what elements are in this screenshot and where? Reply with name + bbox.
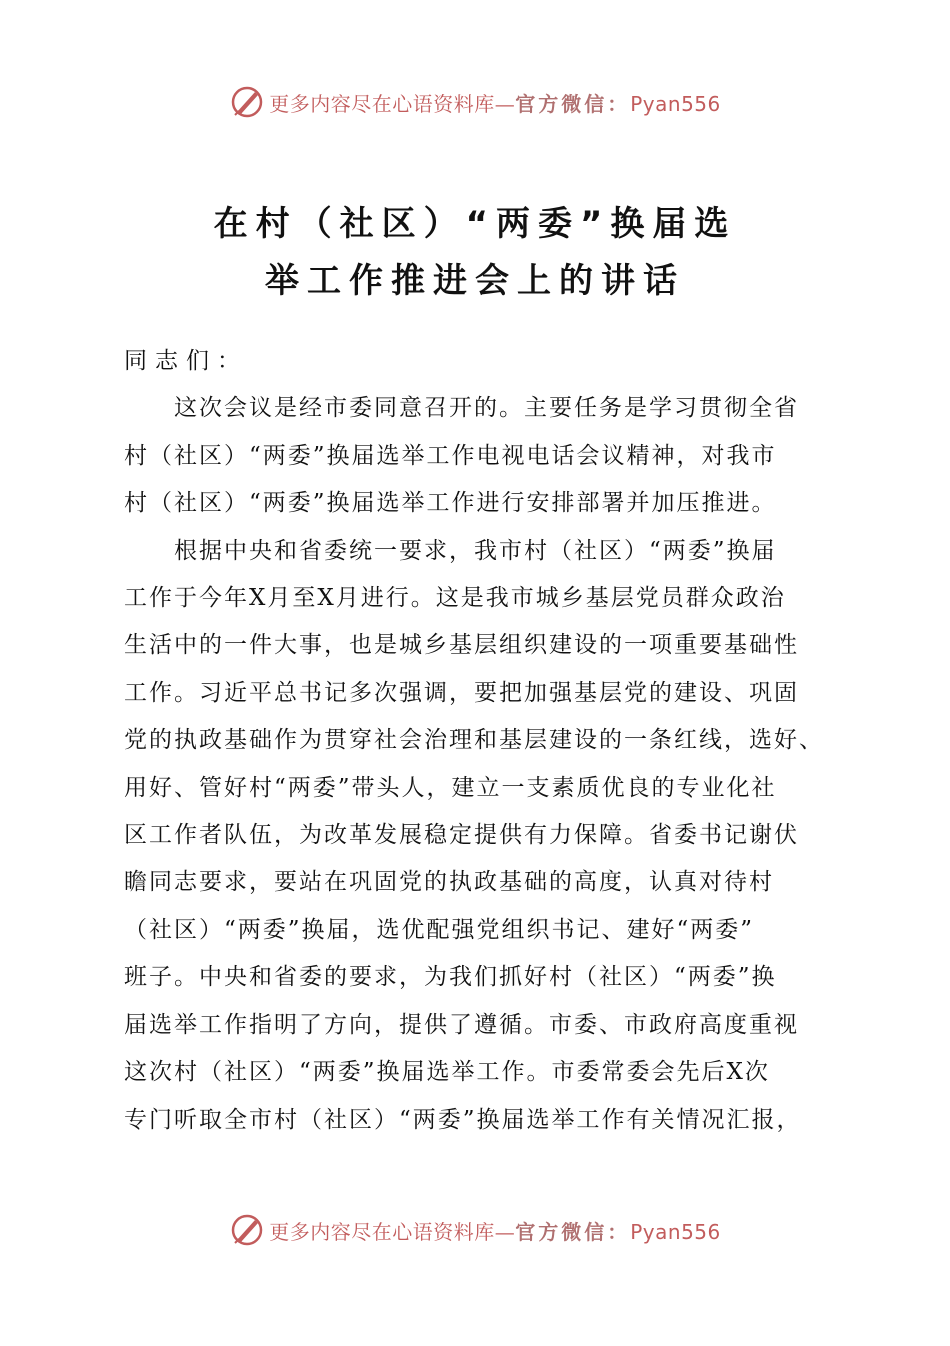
- paragraph-line: （社区）“两委”换届，选优配强党组织书记、建好“两委”: [124, 916, 755, 943]
- paragraph-2: [124, 528, 844, 1144]
- watermark-brand: 更多内容尽在心语资料库: [269, 1219, 495, 1244]
- title-line-2: 举工作推进会上的讲话: [265, 261, 685, 301]
- quill-pen-icon: [229, 84, 265, 120]
- paragraph-line: 班子。中央和省委的要求，为我们抓好村（社区）“两委”换: [124, 964, 777, 991]
- watermark-header: [0, 82, 950, 122]
- document-body: [124, 338, 844, 1144]
- watermark-brand: 更多内容尽在心语资料库: [269, 91, 495, 116]
- paragraph-line: 用好、管好村“两委”带头人，建立一支素质优良的专业化社: [124, 774, 777, 801]
- paragraph-line: 工作于今年X月至X月进行。这是我市城乡基层党员群众政治: [124, 585, 786, 612]
- watermark-footer: [0, 1210, 950, 1250]
- watermark-dash: —: [494, 1219, 516, 1244]
- paragraph-line: 这次会议是经市委同意召开的。主要任务是学习贯彻全省: [174, 395, 799, 422]
- paragraph-1: [124, 385, 844, 527]
- salutation: 同志们：: [124, 348, 248, 374]
- paragraph-line: 这次村（社区）“两委”换届选举工作。市委常委会先后X次: [124, 1059, 770, 1086]
- paragraph-line: 生活中的一件大事，也是城乡基层组织建设的一项重要基础性: [124, 632, 799, 659]
- paragraph-line: 根据中央和省委统一要求，我市村（社区）“两委”换届: [174, 537, 777, 564]
- watermark-dash: —: [494, 91, 516, 116]
- watermark-id: Pyan556: [630, 1219, 721, 1244]
- paragraph-line: 村（社区）“两委”换届选举工作电视电话会议精神，对我市: [124, 442, 777, 469]
- watermark-text: [269, 1216, 721, 1245]
- paragraph-line: 工作。习近平总书记多次强调，要把加强基层党的建设、巩固: [124, 679, 799, 706]
- title-line-1: 在村（社区）“两委”换届选: [213, 204, 737, 244]
- paragraph-line: 党的执政基础作为贯穿社会治理和基层建设的一条红线，选好、: [124, 727, 824, 754]
- watermark-id: Pyan556: [630, 91, 721, 116]
- quill-pen-icon: [229, 1212, 265, 1248]
- watermark-official: 官方微信：: [515, 91, 631, 116]
- paragraph-line: 区工作者队伍，为改革发展稳定提供有力保障。省委书记谢伏: [124, 822, 799, 849]
- watermark-text: [269, 88, 721, 117]
- watermark-official: 官方微信：: [515, 1219, 631, 1244]
- document-title: [120, 196, 830, 310]
- paragraph-line: 届选举工作指明了方向，提供了遵循。市委、市政府高度重视: [124, 1011, 799, 1038]
- paragraph-line: 专门听取全市村（社区）“两委”换届选举工作有关情况汇报，: [124, 1106, 802, 1133]
- paragraph-line: 村（社区）“两委”换届选举工作进行安排部署并加压推进。: [124, 490, 777, 517]
- paragraph-line: 瞻同志要求，要站在巩固党的执政基础的高度，认真对待村: [124, 869, 774, 896]
